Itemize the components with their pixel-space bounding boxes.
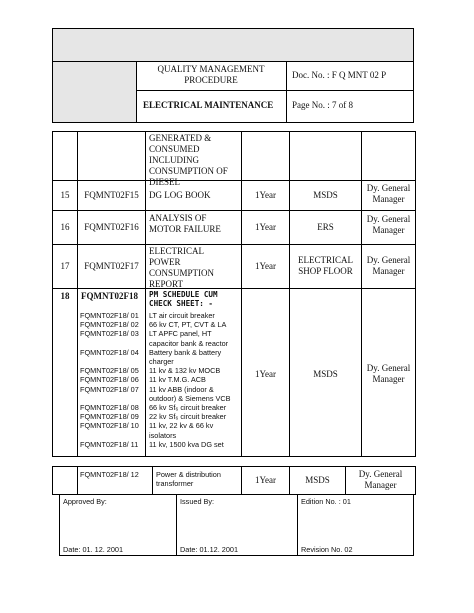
form-code: FQMNT02F17 — [84, 261, 139, 271]
edition-number: Edition No. : 01 — [301, 497, 351, 506]
storage-location: ERS — [317, 222, 334, 232]
issued-date: Date: 01.12. 2001 — [180, 545, 239, 554]
responsibility: Dy. General Manager — [366, 214, 411, 235]
responsibility: Dy. General Manager — [366, 255, 411, 276]
form-description: DG LOG BOOK — [149, 190, 211, 200]
retention-period: 1Year — [254, 369, 277, 379]
retention-period: 1Year — [254, 190, 277, 200]
sub-form-code: FQMNT02F18/ 05 — [80, 366, 139, 376]
sub-form-codes — [80, 311, 145, 449]
sub-form-code: FQMNT02F18/ 11 — [80, 439, 139, 449]
sub-form-code: FQMNT02F18/ 03 — [80, 329, 139, 339]
revision-number: Revision No. 02 — [301, 545, 353, 554]
responsibility: Dy. General Manager — [366, 183, 411, 204]
sub-form-code: FQMNT02F18/ 10 — [80, 421, 139, 431]
sub-form-code: FQMNT02F18/ 02 — [80, 320, 139, 330]
continued-description: GENERATED & CONSUMED INCLUDING CONSUMPTION OF DIESEL — [149, 133, 228, 187]
sub-form-code: FQMNT02F18/ 08 — [80, 402, 139, 412]
row-number: 16 — [60, 222, 70, 232]
sub-form-code: FQMNT02F18/ 07 — [80, 384, 139, 394]
sub-form-code: FQMNT02F18/ 06 — [80, 375, 139, 385]
approved-by-label: Approved By: — [63, 497, 107, 506]
checklist-heading: PM SCHEDULE CUM CHECK SHEET: - — [149, 290, 218, 309]
row-number: 15 — [60, 190, 70, 200]
responsibility: Dy. General Manager — [358, 469, 403, 490]
row-number: 17 — [60, 261, 70, 271]
storage-location: MSDS — [313, 369, 338, 379]
sub-form-code: FQMNT02F18/ 04 — [80, 347, 139, 357]
doc-subject: ELECTRICAL MAINTENANCE — [143, 100, 274, 110]
sub-form-items: LT air circuit breaker 66 kv CT, PT, CVT & LA LT APFC panel, HT capacitor bank & reactor Battery bank & battery charger 11 kv & 132 kv MOCB 11 kv T.M.G. ACB 11 kv ABB (indoor & outdoor) & Siemens VCB 66 kv Sf₆ circuit breaker 22 kv Sf₆ circuit breaker 11 kv, 22 kv & 66 kv isolators 11 kv, 1500 kva DG set — [149, 311, 231, 449]
sub-form-code: FQMNT02F18/ 09 — [80, 412, 139, 422]
storage-location: MSDS — [313, 190, 338, 200]
issued-by-label: Issued By: — [180, 497, 215, 506]
responsibility: Dy. General Manager — [366, 363, 411, 384]
form-description: ANALYSIS OF MOTOR FAILURE — [149, 213, 221, 234]
form-code: FQMNT02F15 — [84, 190, 139, 200]
sub-form-code: FQMNT02F18/ 01 — [80, 311, 139, 320]
form-code: FQMNT02F18/ 12 — [80, 470, 139, 479]
doc-number: Doc. No. : F Q MNT 02 P — [292, 70, 387, 80]
form-code: FQMNT02F18 — [81, 291, 138, 301]
doc-title — [136, 64, 286, 86]
storage-location: MSDS — [305, 475, 330, 485]
retention-period: 1Year — [254, 261, 277, 271]
form-description: Power & distribution transformer — [156, 470, 221, 489]
header-left-band — [52, 61, 136, 122]
retention-period: 1Year — [254, 222, 277, 232]
approved-date: Date: 01. 12. 2001 — [63, 545, 124, 554]
retention-period: 1Year — [254, 475, 277, 485]
doc-title-line2: PROCEDURE — [184, 75, 238, 85]
row-number: 18 — [60, 291, 70, 301]
form-description: ELECTRICAL POWER CONSUMPTION REPORT — [149, 246, 215, 289]
storage-location: ELECTRICAL SHOP FLOOR — [298, 255, 353, 276]
page-number: Page No. : 7 of 8 — [292, 100, 353, 110]
header-top-band — [52, 28, 414, 61]
doc-title-line1: QUALITY MANAGEMENT — [157, 64, 265, 74]
form-code: FQMNT02F16 — [84, 222, 139, 232]
